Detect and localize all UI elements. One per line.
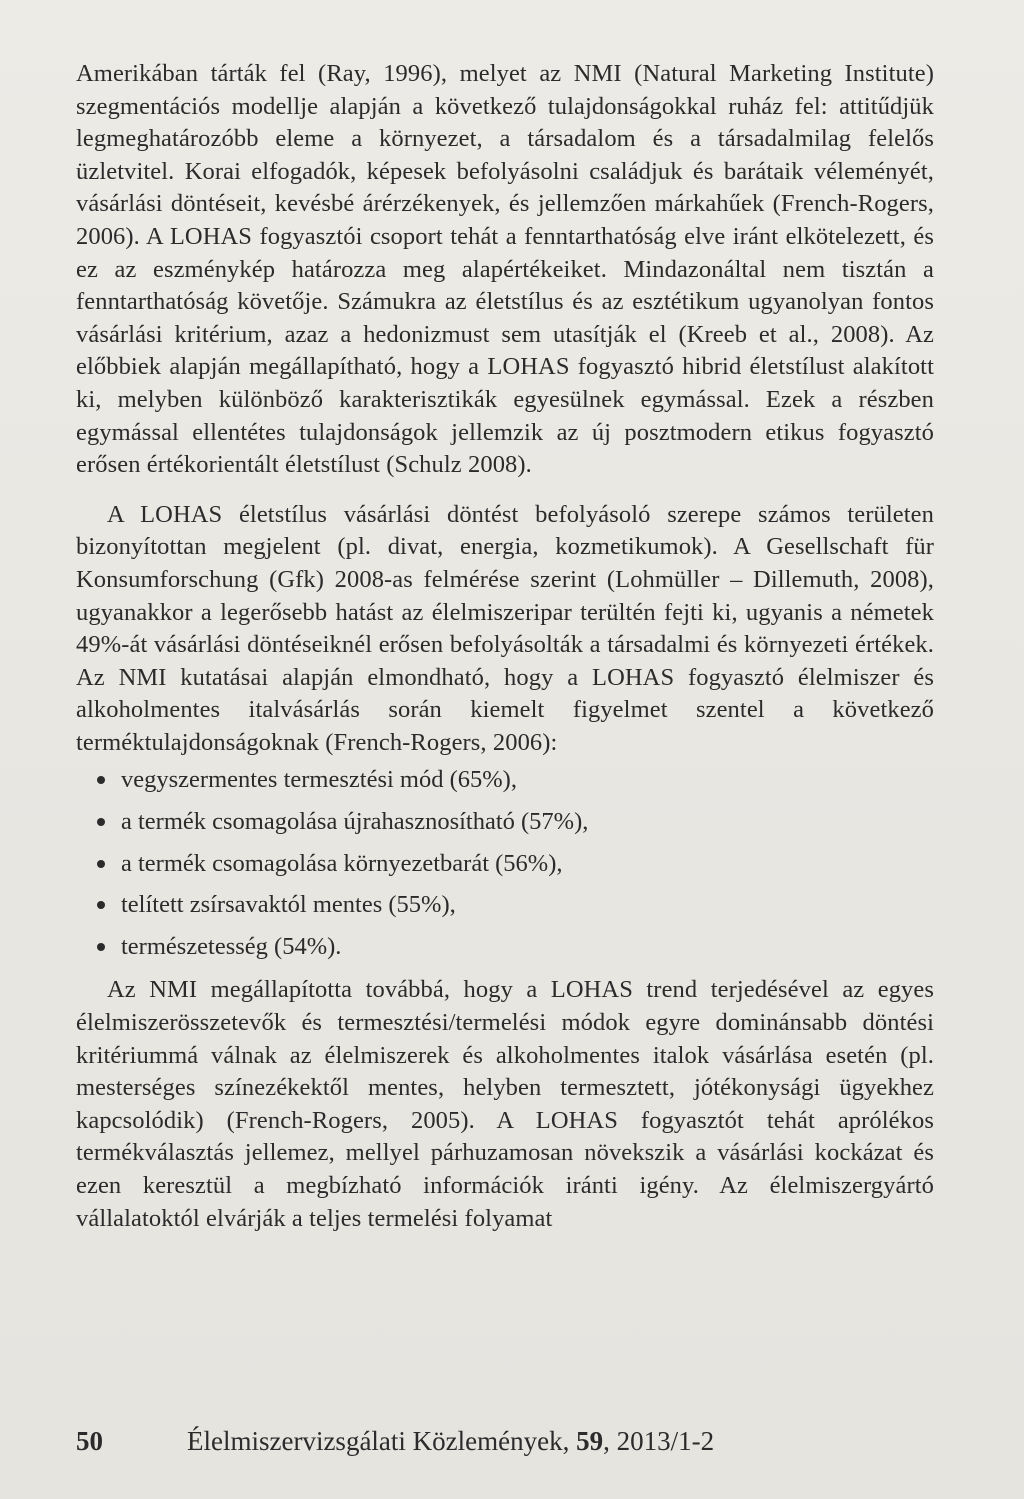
bullet-text: a termék csomagolása környezetbarát (56%), [121,849,563,877]
bullet-text: telített zsírsavaktól mentes (55%), [121,891,456,919]
bullet-item [76,801,934,843]
bullet-text: természetesség (54%). [121,932,342,960]
bullet-item [76,843,934,885]
bullet-icon [97,901,105,909]
paragraph-2: A LOHAS életstílus vásárlási döntést befolyásoló szerepe számos területen bizonyítottan megjelent (pl. divat, energia, kozmetikumok). A Gesellschaft für Konsumforschung (Gfk) 2008-as felmérése szerint (Lohmüller – Dillemuth, 2008), ugyanakkor a legerősebb hatást az élelmiszeripar terültén fejti ki, ugyanis a németek 49%-át vásárlási döntéseiknél erősen befolyásolták a társadalmi és környezeti értékek. Az NMI kutatásai alapján elmondható, hogy a LOHAS fogyasztó élelmiszer és alkoholmentes italvásárlás során kiemelt figyelmet szentel a következő terméktulajdonságoknak (French-Rogers, 2006): [76,500,934,756]
paragraph-1: Amerikában tárták fel (Ray, 1996), melyet az NMI (Natural Marketing Institute) szegmentációs modellje alapján a következő tulajdonságokkal ruház fel: attitűdjük legmeghatározóbb eleme a környezet, a társadalom és a társadalmilag felelős üzletvitel. Korai elfogadók, képesek befolyásolni családjuk és barátaik véleményét, vásárlási döntéseit, kevésbé árérzékenyek, és jellemzően márkahűek (French-Rogers, 2006). A LOHAS fogyasztói csoport tehát a fenntarthatóság elve iránt elkötelezett, és ez az eszménykép határozza meg alapértékeiket. Mindazonáltal nem tisztán a fenntarthatóság követője. Számukra az életstílus és az esztétikum ugyanolyan fontos vásárlási kritérium, azaz a hedonizmust sem utasítják el (Kreeb et al., 2008). Az előbbiek alapján megállapítható, hogy a LOHAS fogyasztó hibrid életstílust alakított ki, melyben különböző karakterisztikák egyesülnek egymással. Ezek a részben egymással ellentétes tulajdonságok jellemzik az új posztmodern etikus fogyasztó erősen értékorientált életstílust (Schulz 2008). [76,60,934,479]
journal-issue: , 2013/1-2 [603,1426,715,1456]
page-number: 50 [76,1426,103,1456]
bullet-item [76,884,934,926]
journal-title: Élelmiszervizsgálati Közlemények, [187,1426,577,1456]
bullet-icon [97,860,105,868]
paragraph-gap [76,482,934,499]
bullet-item [76,759,934,801]
bullet-icon [97,818,105,826]
paragraph-gap [76,967,934,974]
bullet-text: vegyszermentes termesztési mód (65%), [121,766,517,794]
paragraph-3: Az NMI megállapította továbbá, hogy a LOHAS trend terjedésével az egyes élelmiszerösszetevők és termesztési/termelési módok egyre dominánsabb döntési kritériummá válnak az élelmiszerek és alkoholmentes italok vásárlása esetén (pl. mesterséges színezékektől mentes, helyben termesztett, jótékonysági ügyekhez kapcsolódik) (French-Rogers, 2005). A LOHAS fogyasztót tehát aprólékos termékválasztás jellemez, mellyel párhuzamosan növekszik a vásárlási kockázat és ezen keresztül a megbízható információk iránti igény. Az élelmiszergyártó vállalatoktól elvárják a teljes termelési folyamat [76,976,934,1232]
bullet-list [76,759,934,967]
journal-volume: 59 [576,1426,604,1456]
bullet-item [76,926,934,968]
bullet-text: a termék csomagolása újrahasznosítható (57%), [121,808,589,836]
page-footer [76,1425,934,1457]
body-text [76,58,934,1235]
bullet-icon [97,943,105,951]
bullet-icon [97,776,105,784]
